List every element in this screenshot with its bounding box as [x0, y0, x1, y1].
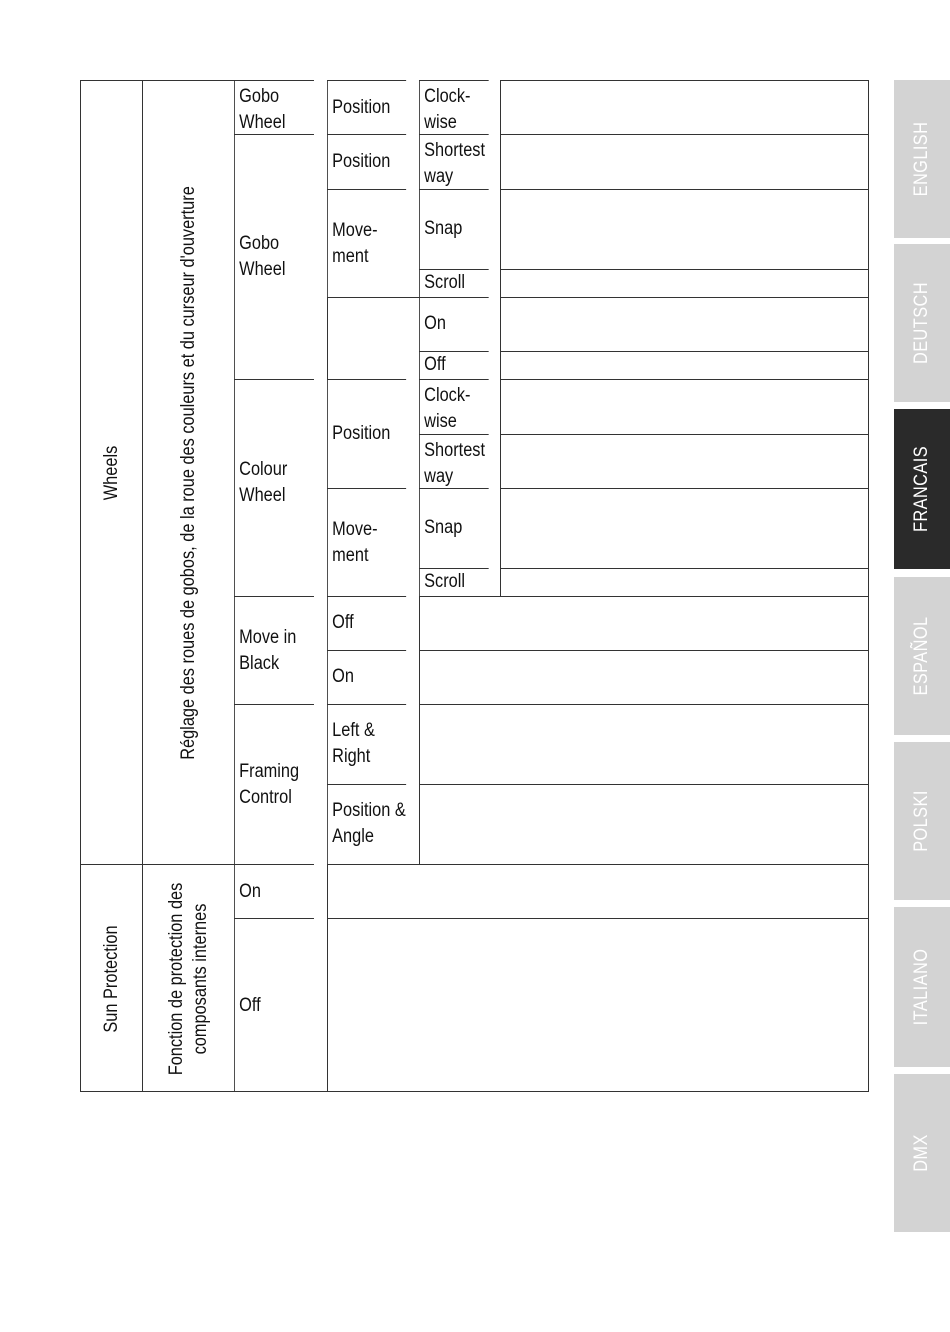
gobo2-on-description: [500, 297, 868, 351]
sun-category-cell: [80, 864, 142, 1092]
gobo2-shortest-label: Shortest way: [419, 134, 489, 189]
framing-position-angle-label: Position & Angle: [327, 784, 406, 864]
colour-clockwise-label: Clock- wise: [419, 379, 489, 434]
wheels-category-label: Wheels: [101, 445, 122, 501]
gobo2-position-label: Position: [327, 134, 406, 189]
tab-dmx-label: DMX: [911, 1134, 932, 1172]
wheels-description-cell: [142, 80, 234, 864]
tab-francais[interactable]: [894, 409, 950, 569]
wheels-description: Réglage des roues de gobos, de la roue des couleurs et du curseur d'ouverture: [178, 186, 199, 760]
gobo2-movement-label: Move- ment: [327, 189, 406, 297]
gobo1-clockwise-label: Clock- wise: [419, 80, 489, 134]
sun-off-label: Off: [234, 918, 314, 1092]
sun-description: Fonction de protection des composants internes: [166, 882, 211, 1076]
mib-on-label: On: [327, 650, 406, 704]
colour-scroll-label: Scroll: [419, 568, 489, 596]
tab-deutsch[interactable]: [894, 244, 950, 402]
mib-on-description: [419, 650, 868, 704]
gobo-wheel-2-label: Gobo Wheel: [234, 134, 314, 379]
colour-shortest-label: Shortest way: [419, 434, 489, 488]
gobo2-on-label: On: [419, 297, 489, 351]
colour-position-label: Position: [327, 379, 406, 488]
move-in-black-label: Move in Black: [234, 596, 314, 704]
gobo2-off-description: [500, 351, 868, 379]
framing-position-angle-description: [419, 784, 868, 864]
sun-off-description: [327, 918, 868, 1092]
colour-scroll-description: [500, 568, 868, 596]
gobo2-snap-description: [500, 189, 868, 269]
framing-left-right-label: Left & Right: [327, 704, 406, 784]
gobo2-empty-cell: [327, 297, 419, 379]
sun-on-label: On: [234, 864, 314, 918]
gobo1-position-label: Position: [327, 80, 406, 134]
tab-espanol[interactable]: [894, 577, 950, 735]
colour-wheel-label: Colour Wheel: [234, 379, 314, 596]
colour-shortest-description: [500, 434, 868, 488]
colour-snap-description: [500, 488, 868, 568]
tab-italiano-label: ITALIANO: [911, 948, 932, 1026]
gobo2-snap-label: Snap: [419, 189, 489, 269]
tab-francais-label: FRANCAIS: [911, 445, 932, 533]
framing-control-label: Framing Control: [234, 704, 314, 864]
table-right-border: [868, 80, 869, 1092]
tab-polski[interactable]: [894, 742, 950, 900]
tab-dmx[interactable]: [894, 1074, 950, 1232]
sun-on-description: [327, 864, 868, 918]
gobo2-scroll-label: Scroll: [419, 269, 489, 297]
sun-category-label: Sun Protection: [101, 925, 122, 1033]
tab-polski-label: POLSKI: [911, 790, 932, 852]
tab-italiano[interactable]: [894, 907, 950, 1067]
mib-off-description: [419, 596, 868, 650]
tab-english-label: ENGLISH: [911, 121, 932, 197]
tab-deutsch-label: DEUTSCH: [911, 282, 932, 364]
gobo2-off-label: Off: [419, 351, 489, 379]
framing-left-right-description: [419, 704, 868, 784]
mib-off-label: Off: [327, 596, 406, 650]
colour-snap-label: Snap: [419, 488, 489, 568]
table-bottom-border: [80, 1091, 869, 1092]
gobo-wheel-1-label: Gobo Wheel: [234, 80, 314, 134]
gobo2-scroll-description: [500, 269, 868, 297]
wheels-category-cell: [80, 80, 142, 864]
gobo1-clockwise-description: [500, 80, 868, 134]
tab-english[interactable]: [894, 80, 950, 238]
tab-espanol-label: ESPAÑOL: [911, 616, 932, 696]
sun-description-cell: [142, 864, 234, 1092]
colour-movement-label: Move- ment: [327, 488, 406, 596]
gobo2-shortest-description: [500, 134, 868, 189]
colour-clockwise-description: [500, 379, 868, 434]
settings-table: [80, 80, 869, 1092]
